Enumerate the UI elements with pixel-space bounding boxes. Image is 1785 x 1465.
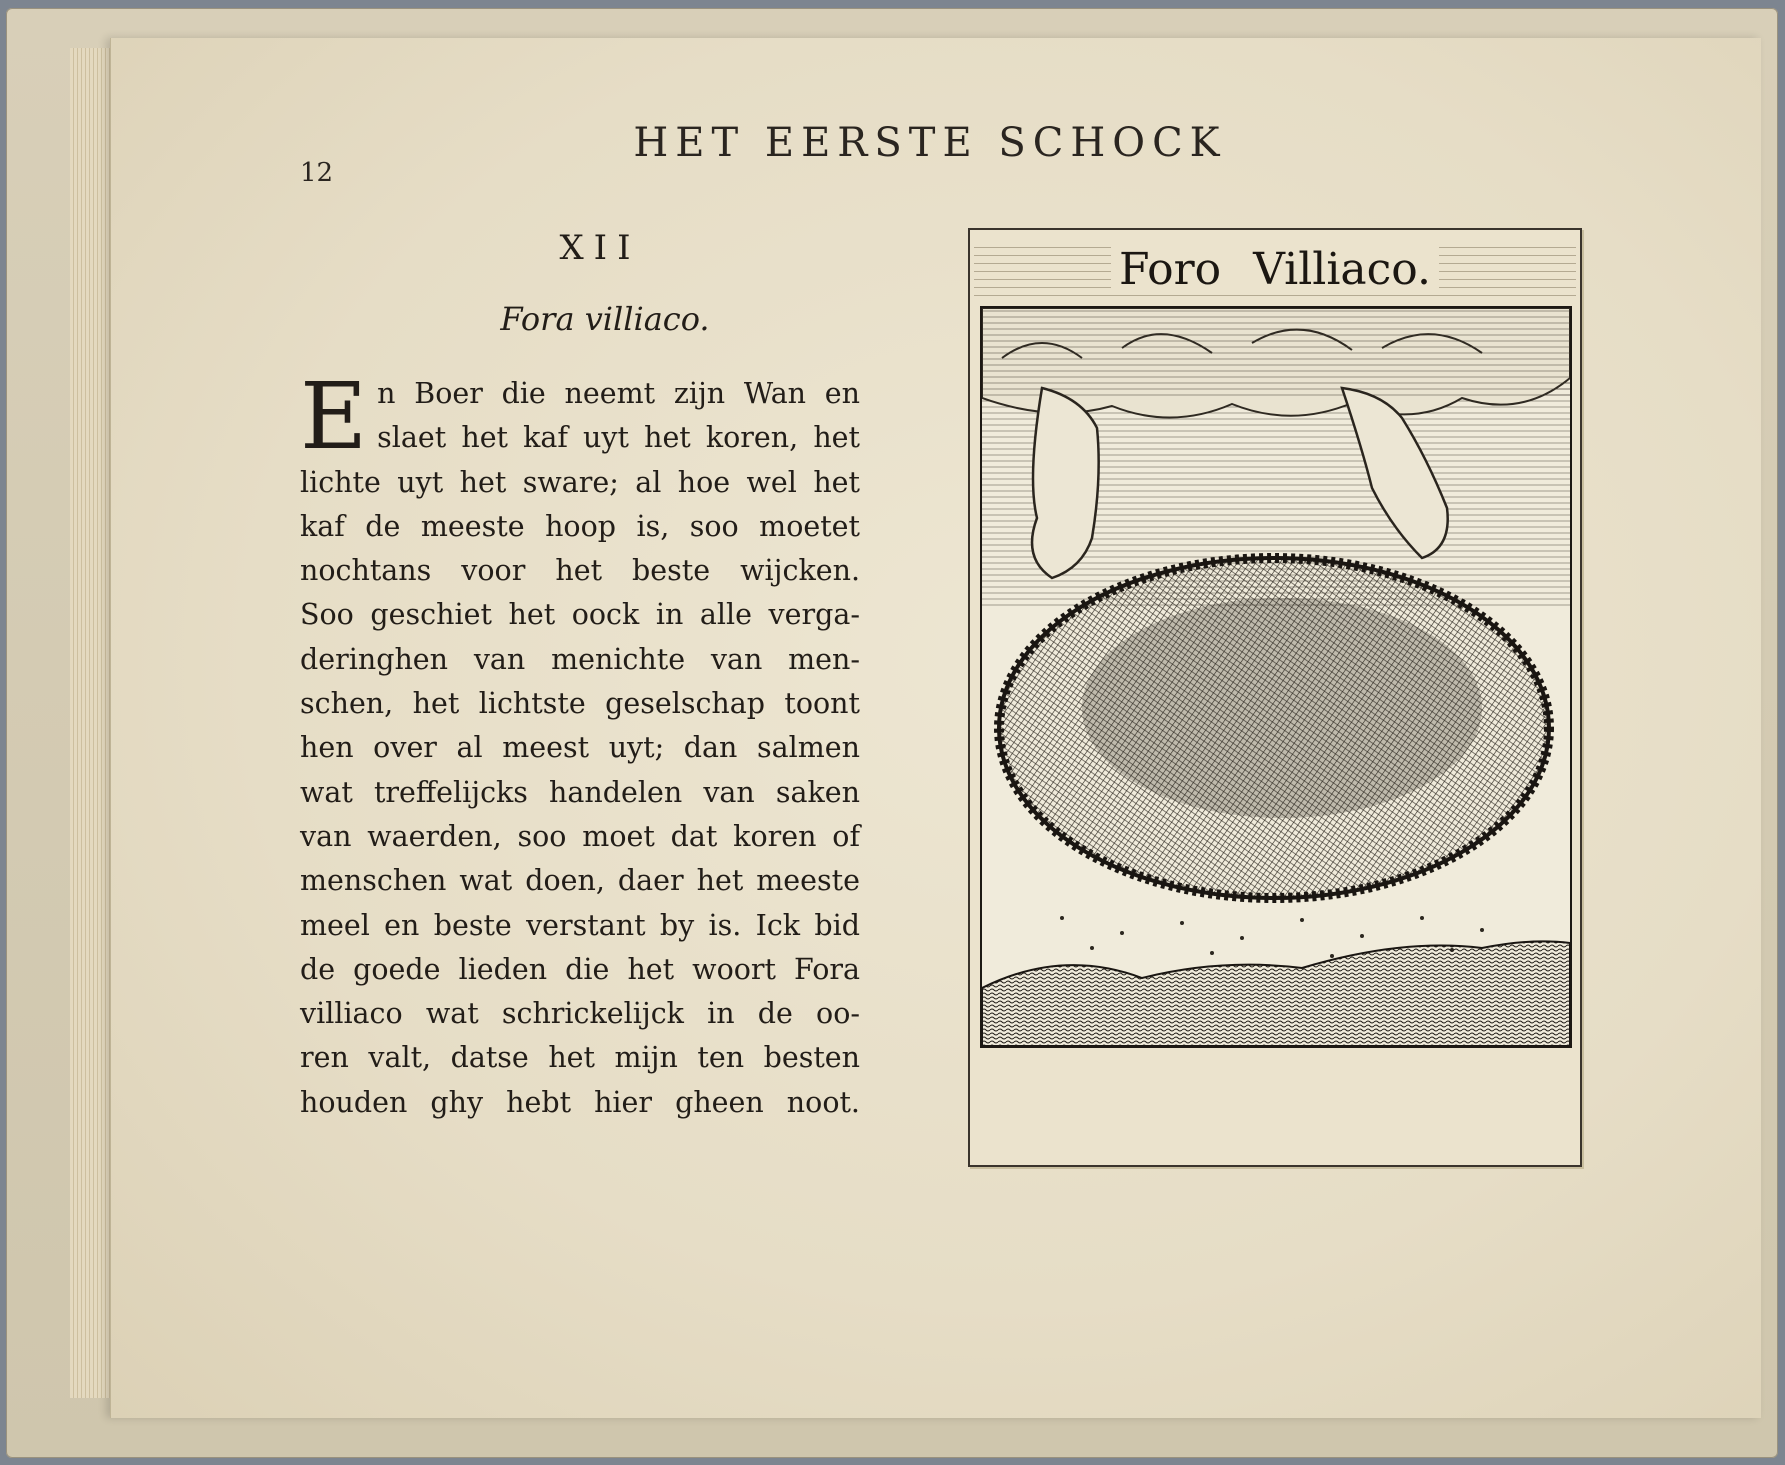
body-line: van waerden, soo moet dat koren of <box>300 819 860 853</box>
body-line: lichte uyt het sware; al hoe wel het <box>300 465 860 499</box>
emblem-text-block <box>300 228 860 1125</box>
engraving-svg <box>982 308 1570 1046</box>
emblem-motto: Fora villiaco. <box>500 300 710 338</box>
plate-title <box>970 244 1580 295</box>
drop-cap: E <box>300 363 368 470</box>
winnowing-basket-engraving <box>980 306 1572 1048</box>
emblem-body <box>300 363 860 1125</box>
body-line: meel en beste verstant by is. Ick bid <box>300 908 860 942</box>
body-line: Soo geschiet het oock in alle verga- <box>300 598 860 632</box>
body-line: schen, het lichtste geselschap toont <box>300 687 860 721</box>
body-line: slaet het kaf uyt het koren, het <box>377 421 860 455</box>
basket-icon <box>999 558 1549 898</box>
body-line: kaf de meeste hoop is, soo moetet <box>300 509 860 543</box>
body-line: hen over al meest uyt; dan salmen <box>300 731 860 765</box>
emblem-plate <box>968 228 1582 1167</box>
page-number: 12 <box>300 158 334 188</box>
body-line: de goede lieden die het woort Fora <box>300 952 860 986</box>
body-line: nochtans voor het beste wijcken. <box>300 554 860 588</box>
body-line: ren valt, datse het mijn ten besten <box>300 1041 860 1075</box>
body-line: wat treffelijcks handelen van saken <box>300 775 860 809</box>
body-line: deringhen van menichte van men- <box>300 642 860 676</box>
body-line: n Boer die neemt zijn Wan en <box>377 377 860 410</box>
body-line: menschen wat doen, daer het meeste <box>300 864 860 898</box>
plate-title-text: Foro Villiaco. <box>1111 244 1439 295</box>
running-head: HET EERSTE SCHOCK <box>633 120 1227 166</box>
body-line: villiaco wat schrickelijck in de oo- <box>300 997 860 1031</box>
body-line: houden ghy hebt hier gheen noot. <box>300 1085 860 1119</box>
emblem-numeral: XII <box>559 228 641 268</box>
